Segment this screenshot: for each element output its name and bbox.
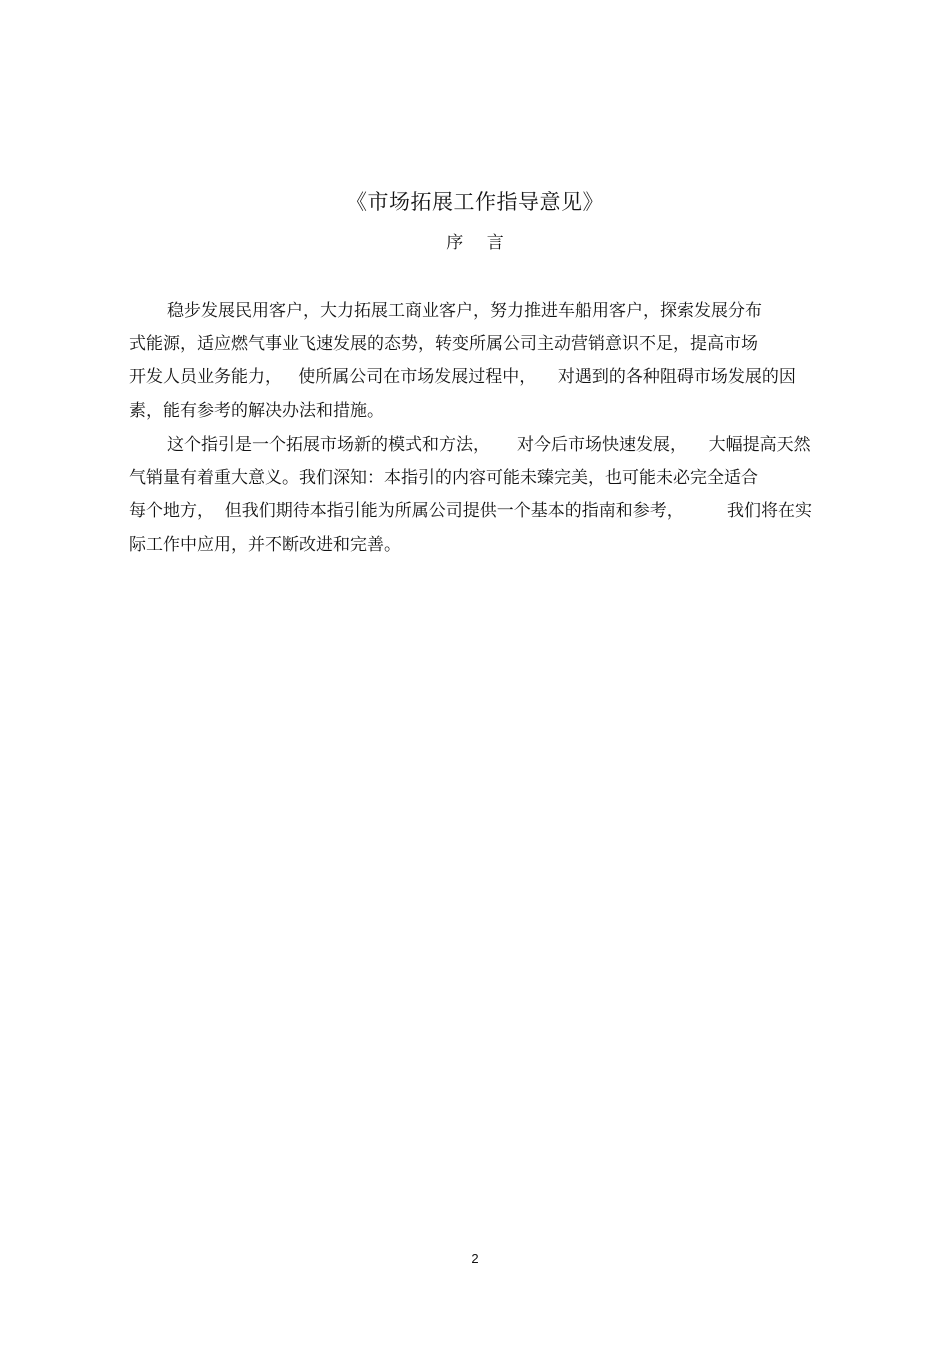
- paragraph-2-line-3: 每个地方， 但我们期待本指引能为所属公司提供一个基本的指南和参考， 我们将在实: [129, 501, 813, 521]
- paragraph-1-line-2: 式能源，适应燃气事业飞速发展的态势，转变所属公司主动营销意识不足，提高市场: [129, 334, 758, 354]
- preface-heading-char-2: 言: [486, 233, 504, 253]
- paragraph-1-line-4: 素，能有参考的解决办法和措施。: [129, 401, 384, 421]
- paragraph-2-line-1: 这个指引是一个拓展市场新的模式和方法， 对今后市场快速发展， 大幅提高天然: [167, 435, 811, 455]
- paragraph-2-line-4: 际工作中应用，并不断改进和完善。: [129, 535, 401, 555]
- paragraph-2-line-2: 气销量有着重大意义。我们深知：本指引的内容可能未臻完美，也可能未必完全适合: [129, 468, 758, 488]
- page-number: 2: [471, 1251, 479, 1266]
- preface-heading: [0, 228, 950, 253]
- document-title: 《市场拓展工作指导意见》: [346, 190, 604, 214]
- paragraph-1-line-3: 开发人员业务能力， 使所属公司在市场发展过程中， 对遇到的各种阻碍市场发展的因: [129, 367, 796, 387]
- preface-heading-char-1: 序: [446, 233, 464, 253]
- paragraph-1-line-1: 稳步发展民用客户，大力拓展工商业客户，努力推进车船用客户，探索发展分布: [167, 301, 762, 321]
